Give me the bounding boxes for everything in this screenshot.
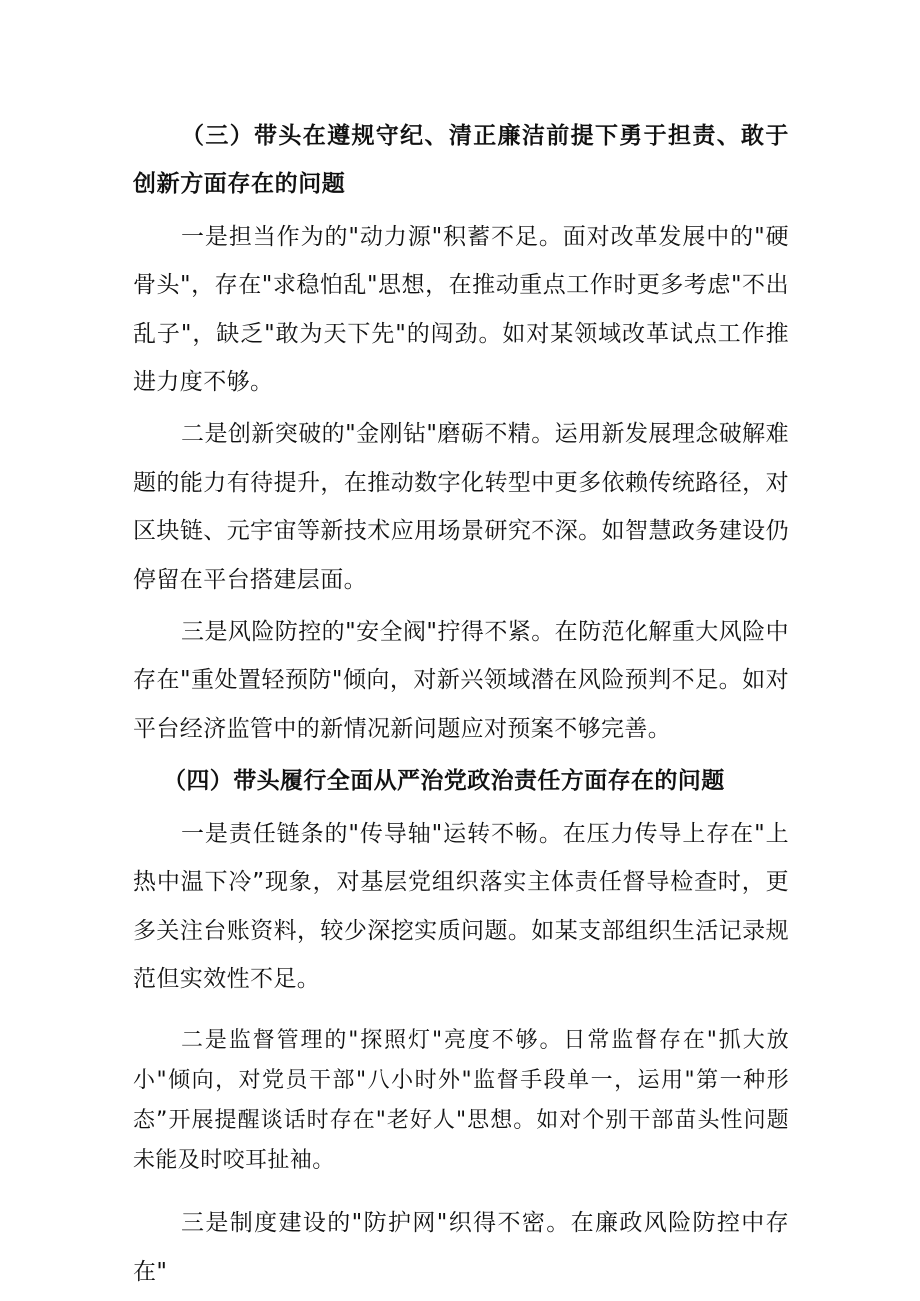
paragraph-3-1: 一是担当作为的"动力源"积蓄不足。面对改革发展中的"硬骨头"，存在"求稳怕乱"思想，在推动重点工作时更多考虑"不出乱子"，缺乏"敢为天下先"的闯劲。如对某领域改革试点工作推进力度不够。 bbox=[133, 223, 789, 396]
paragraph-4-2: 二是监督管理的"探照灯"亮度不够。日常监督存在"抓大放小"倾向，对党员干部"八小时外"监督手段单一，运用"第一种形态”开展提醒谈话时存在"老好人"思想。如对个别干部苗头性问题未能及时咬耳扯袖。 bbox=[133, 1028, 789, 1174]
document-body bbox=[133, 112, 789, 1296]
paragraph-3-2: 二是创新突破的"金刚钻"磨砺不精。运用新发展理念破解难题的能力有待提升，在推动数字化转型中更多依赖传统路径，对区块链、元宇宙等新技术应用场景研究不深。如智慧政务建设仍停留在平台搭建层面。 bbox=[133, 421, 789, 593]
paragraph-3-3: 三是风险防控的"安全阀"拧得不紧。在防范化解重大风险中存在"重处置轻预防"倾向，对新兴领域潜在风险预判不足。如对平台经济监管中的新情况新问题应对预案不够完善。 bbox=[133, 619, 789, 742]
paragraph-4-1: 一是责任链条的"传导轴"运转不畅。在压力传导上存在"上热中温下冷”现象，对基层党组织落实主体责任督导检查时，更多关注台账资料，较少深挖实质问题。如某支部组织生活记录规范但实效性不足。 bbox=[133, 820, 789, 992]
paragraph-4-3: 三是制度建设的"防护网"织得不密。在廉政风险防控中存在" bbox=[133, 1210, 789, 1285]
section-heading-4: （四）带头履行全面从严治党政治责任方面存在的问题 bbox=[163, 768, 725, 795]
section-heading-3: （三）带头在遵规守纪、清正廉洁前提下勇于担责、敢于创新方面存在的问题 bbox=[133, 123, 789, 198]
